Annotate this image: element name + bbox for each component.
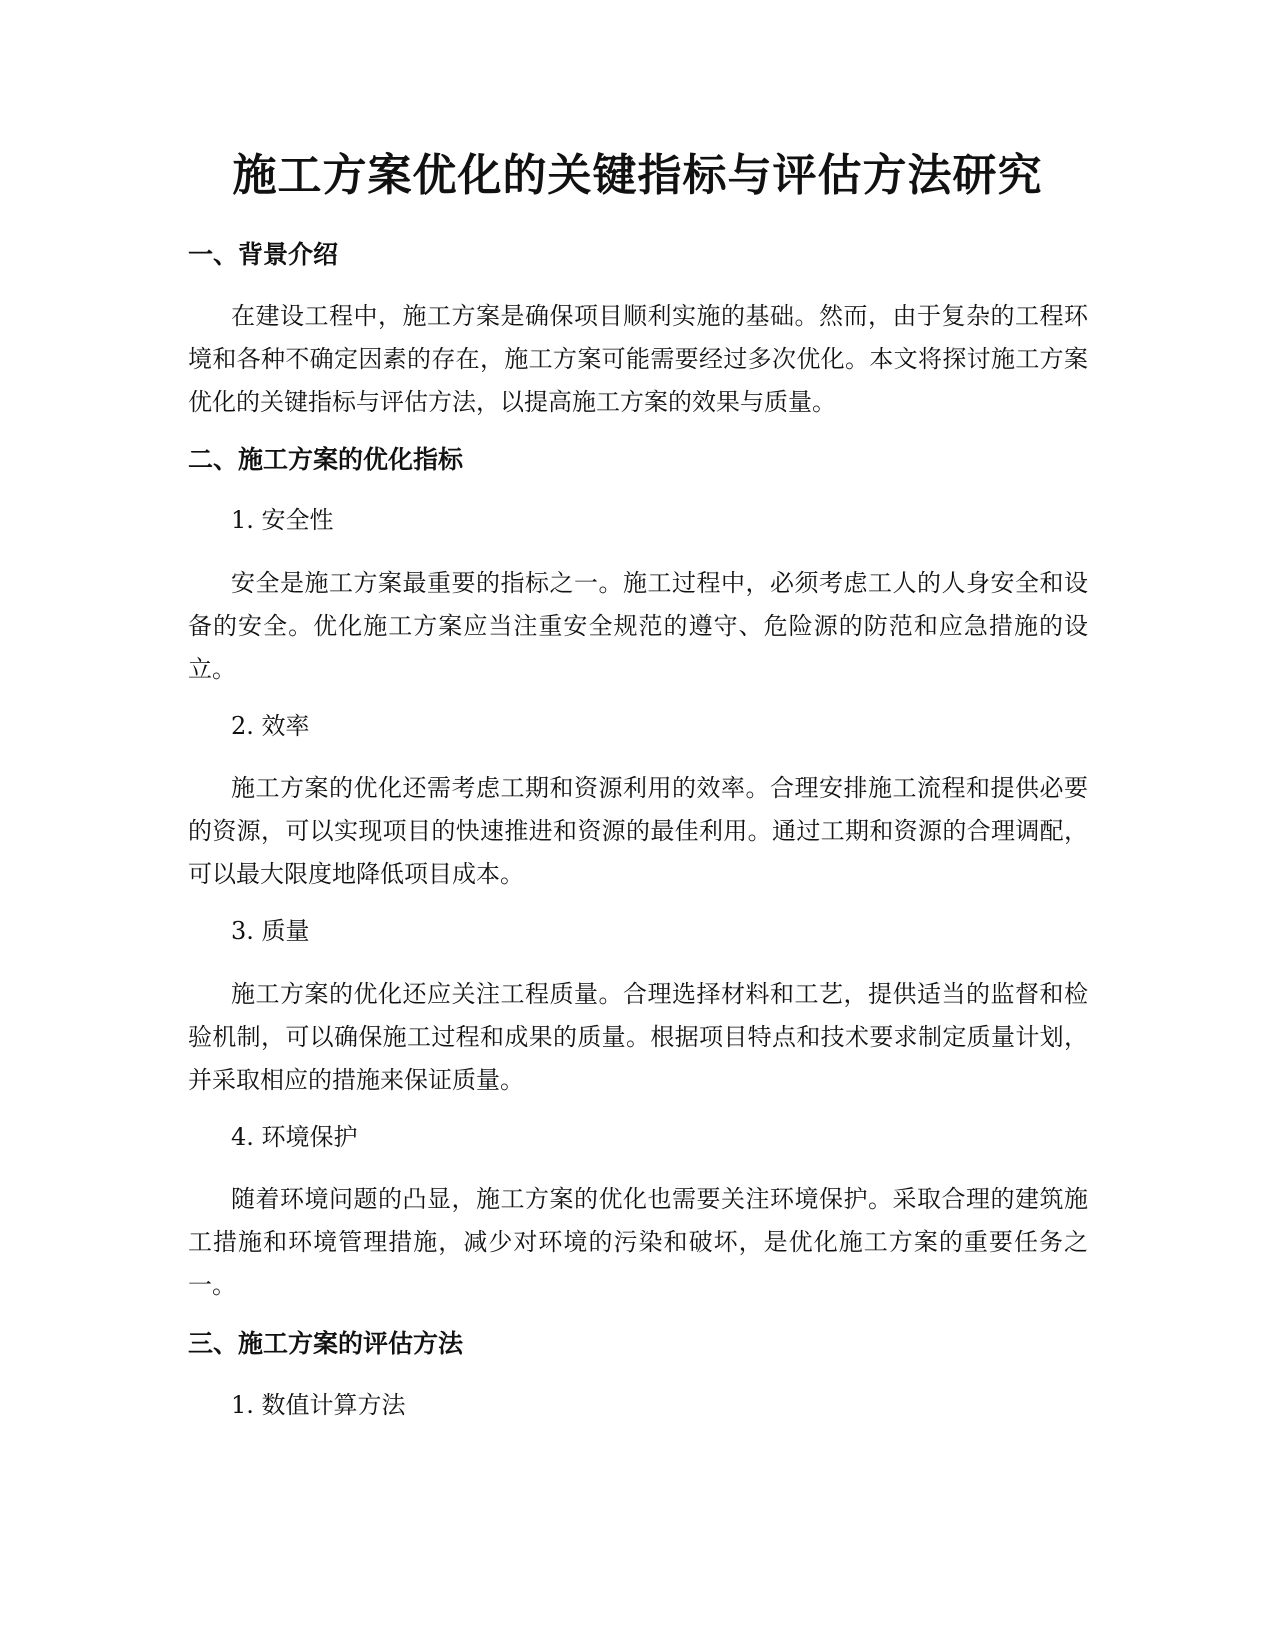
item-label-quality: 3. 质量 [231, 917, 310, 945]
section-heading-indicators: 二、施工方案的优化指标 [188, 445, 464, 474]
paragraph-background: 在建设工程中，施工方案是确保项目顺利实施的基础。然而，由于复杂的工程环境和各种不确定因素的存在，施工方案可能需要经过多次优化。本文将探讨施工方案优化的关键指标与评估方法，以提高施工方案的效果与质量。 [188, 302, 1088, 416]
section-heading-evaluation: 三、施工方案的评估方法 [188, 1329, 464, 1358]
item-label-efficiency: 2. 效率 [231, 712, 310, 740]
document-title: 施工方案优化的关键指标与评估方法研究 [232, 150, 1043, 201]
item-label-numerical-method: 1. 数值计算方法 [231, 1391, 406, 1419]
paragraph-quality: 施工方案的优化还应关注工程质量。合理选择材料和工艺，提供适当的监督和检验机制，可以确保施工过程和成果的质量。根据项目特点和技术要求制定质量计划，并采取相应的措施来保证质量。 [188, 980, 1088, 1094]
paragraph-safety: 安全是施工方案最重要的指标之一。施工过程中，必须考虑工人的人身安全和设备的安全。优化施工方案应当注重安全规范的遵守、危险源的防范和应急措施的设立。 [188, 569, 1088, 683]
paragraph-efficiency: 施工方案的优化还需考虑工期和资源利用的效率。合理安排施工流程和提供必要的资源，可以实现项目的快速推进和资源的最佳利用。通过工期和资源的合理调配，可以最大限度地降低项目成本。 [188, 774, 1088, 888]
section-heading-background: 一、背景介绍 [188, 240, 339, 269]
paragraph-environment: 随着环境问题的凸显，施工方案的优化也需要关注环境保护。采取合理的建筑施工措施和环境管理措施，减少对环境的污染和破坏，是优化施工方案的重要任务之一。 [188, 1185, 1088, 1299]
item-label-safety: 1. 安全性 [231, 506, 334, 534]
item-label-environment: 4. 环境保护 [231, 1123, 358, 1151]
